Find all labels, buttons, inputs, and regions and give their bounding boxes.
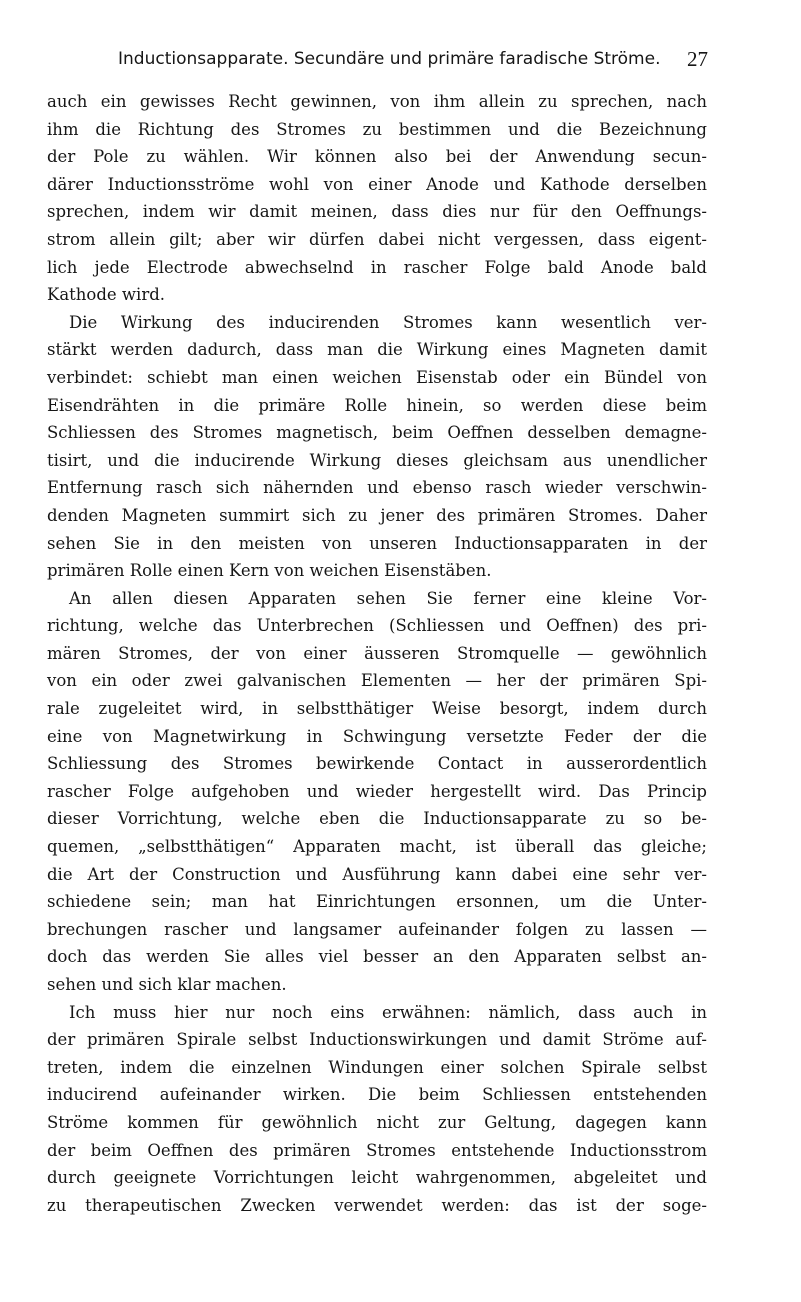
text-line: inducirend aufeinander wirken. Die beim Schliessen entstehenden: [47, 1085, 707, 1105]
running-title: Inductionsapparate. Secundäre und primäre faradische Ströme.: [118, 49, 661, 69]
text-line: quemen, „selbstthätigen“ Apparaten macht, ist überall das gleiche;: [47, 837, 707, 857]
text-line: die Art der Construction und Ausführung kann dabei eine sehr ver-: [47, 864, 707, 884]
text-line: doch das werden Sie alles viel besser an den Apparaten selbst an-: [47, 947, 707, 967]
text-line: Ich muss hier nur noch eins erwähnen: nämlich, dass auch in: [69, 1002, 707, 1022]
text-line: rascher Folge aufgehoben und wieder hergestellt wird. Das Princip: [47, 781, 707, 801]
text-line: primären Rolle einen Kern von weichen Eisenstäben.: [47, 561, 492, 581]
running-head: [118, 44, 708, 74]
page-number: 27: [687, 47, 708, 71]
text-line: denden Magneten summirt sich zu jener des primären Stromes. Daher: [47, 505, 707, 525]
text-line: rale zugeleitet wird, in selbstthätiger Weise besorgt, indem durch: [47, 699, 707, 719]
text-line: mären Stromes, der von einer äusseren Stromquelle — gewöhnlich: [47, 643, 707, 663]
body-text: [47, 88, 707, 1219]
text-line: verbindet: schiebt man einen weichen Eisenstab oder ein Bündel von: [47, 367, 707, 387]
text-line: därer Inductionsströme wohl von einer Anode und Kathode derselben: [47, 174, 707, 194]
text-line: brechungen rascher und langsamer aufeinander folgen zu lassen —: [47, 919, 707, 939]
text-line: Die Wirkung des inducirenden Stromes kann wesentlich ver-: [69, 312, 707, 332]
text-line: dieser Vorrichtung, welche eben die Inductionsapparate zu so be-: [47, 809, 707, 829]
text-line: Schliessen des Stromes magnetisch, beim Oeffnen desselben demagne-: [47, 423, 707, 443]
text-line: zu therapeutischen Zwecken verwendet werden: das ist der soge-: [47, 1195, 707, 1215]
text-line: ihm die Richtung des Stromes zu bestimmen und die Bezeichnung: [47, 119, 707, 139]
text-line: sehen und sich klar machen.: [47, 975, 287, 994]
text-line: sehen Sie in den meisten von unseren Inductionsapparaten in der: [47, 533, 707, 553]
text-line: Kathode wird.: [47, 285, 166, 305]
text-line: der beim Oeffnen des primären Stromes entstehende Inductionsstrom: [47, 1140, 707, 1160]
text-line: strom allein gilt; aber wir dürfen dabei nicht vergessen, dass eigent-: [47, 229, 707, 249]
text-line: sprechen, indem wir damit meinen, dass dies nur für den Oeffnungs-: [47, 202, 707, 222]
text-line: stärkt werden dadurch, dass man die Wirkung eines Magneten damit: [47, 340, 707, 360]
text-line: auch ein gewisses Recht gewinnen, von ihm allein zu sprechen, nach: [47, 92, 707, 111]
text-line: der Pole zu wählen. Wir können also bei der Anwendung secun-: [47, 147, 707, 167]
text-line: richtung, welche das Unterbrechen (Schliessen und Oeffnen) des pri-: [47, 616, 707, 636]
text-line: Schliessung des Stromes bewirkende Contact in ausserordentlich: [47, 754, 707, 774]
text-line: treten, indem die einzelnen Windungen einer solchen Spirale selbst: [47, 1057, 707, 1077]
text-line: Ströme kommen für gewöhnlich nicht zur Geltung, dagegen kann: [47, 1112, 707, 1132]
text-line: der primären Spirale selbst Inductionswirkungen und damit Ströme auf-: [47, 1030, 707, 1050]
text-line: durch geeignete Vorrichtungen leicht wahrgenommen, abgeleitet und: [47, 1168, 707, 1188]
text-line: von ein oder zwei galvanischen Elementen — her der primären Spi-: [47, 671, 707, 691]
text-line: tisirt, und die inducirende Wirkung dieses gleichsam aus unendlicher: [47, 450, 707, 470]
text-line: Eisendrähten in die primäre Rolle hinein, so werden diese beim: [47, 395, 707, 415]
text-line: An allen diesen Apparaten sehen Sie ferner eine kleine Vor-: [69, 588, 707, 608]
text-line: schiedene sein; man hat Einrichtungen ersonnen, um die Unter-: [47, 892, 707, 912]
text-line: Entfernung rasch sich nähernden und ebenso rasch wieder verschwin-: [47, 478, 707, 498]
text-line: lich jede Electrode abwechselnd in rascher Folge bald Anode bald: [47, 257, 707, 277]
text-line: eine von Magnetwirkung in Schwingung versetzte Feder der die: [47, 726, 707, 746]
